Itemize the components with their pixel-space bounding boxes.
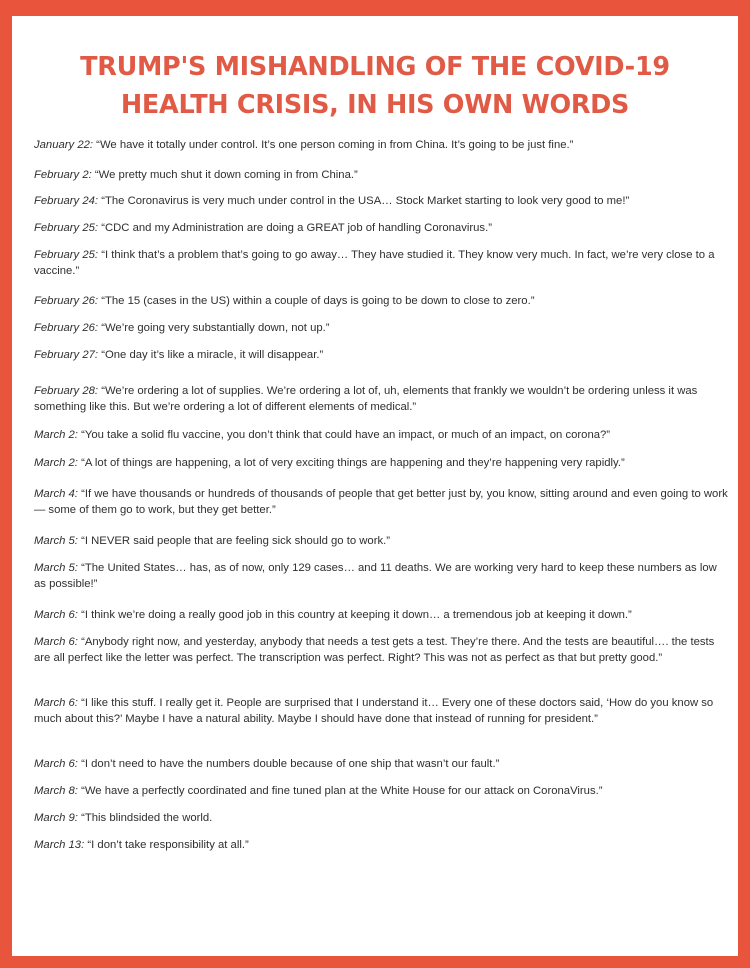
quote-text: “We’re going very substantially down, not up.”	[98, 322, 330, 334]
quote-date: February 25:	[34, 222, 99, 234]
quote-date: March 5:	[34, 535, 78, 547]
quote-entry	[34, 138, 728, 154]
quote-date: March 6:	[34, 758, 78, 770]
quote-entry	[34, 348, 728, 364]
quote-date: February 25:	[34, 249, 99, 261]
quote-date: February 26:	[34, 322, 99, 334]
quote-date: March 2:	[34, 429, 78, 441]
quote-entry	[34, 194, 728, 210]
quote-text: “We pretty much shut it down coming in from China.”	[91, 169, 358, 181]
quote-date: February 28:	[34, 385, 99, 397]
quote-text: “We’re ordering a lot of supplies. We’re ordering a lot of, uh, elements that frankly we wouldn’t be ordering unless it was something like this. But we’re ordering a lot of different elements of medical.”	[34, 385, 698, 413]
quote-text: “We have a perfectly coordinated and fine tuned plan at the White House for our attack on CoronaVirus.”	[77, 785, 603, 797]
quote-date: March 6:	[34, 609, 78, 621]
quote-date: February 2:	[34, 169, 92, 181]
quote-text: “The Coronavirus is very much under control in the USA… Stock Market starting to look very good to me!”	[98, 195, 630, 207]
quote-entry	[34, 384, 728, 415]
quote-text: “Anybody right now, and yesterday, anybody that needs a test gets a test. They’re there. And the tests are beautiful…. the tests are all perfect like the letter was perfect. The transcription was perfect. Right? This was not as perfect as that but pretty good.”	[34, 636, 715, 664]
title-line-1: TRUMP'S MISHANDLING OF THE COVID-19	[80, 52, 670, 82]
quote-entry	[34, 534, 728, 550]
quote-text: “The United States… has, as of now, only 129 cases… and 11 deaths. We are working very hard to keep these numbers as low as possible!”	[34, 562, 717, 590]
quote-text: “This blindsided the world.	[77, 812, 213, 824]
document-sheet	[12, 16, 738, 956]
quote-date: March 5:	[34, 562, 78, 574]
quote-entry	[34, 221, 728, 237]
quote-entry	[34, 321, 728, 337]
quote-entry	[34, 838, 728, 854]
quote-entry	[34, 561, 728, 592]
quote-entry	[34, 248, 728, 279]
quote-text: “We have it totally under control. It’s one person coming in from China. It’s going to be just fine.”	[93, 139, 574, 151]
quote-date: February 24:	[34, 195, 99, 207]
quote-entry	[34, 608, 728, 624]
quote-date: March 6:	[34, 636, 78, 648]
quote-text: “I don’t take responsibility at all.”	[84, 839, 249, 851]
quote-entry	[34, 635, 728, 666]
quote-date: February 27:	[34, 349, 99, 361]
quote-entry	[34, 456, 728, 472]
quote-date: March 6:	[34, 697, 78, 709]
quote-text: “I like this stuff. I really get it. People are surprised that I understand it… Every one of these doctors said, ‘How do you know so much about this?’ Maybe I have a natural ability. Maybe I should have done that instead of running for president.”	[34, 697, 714, 725]
quote-entry	[34, 487, 728, 518]
page-title	[12, 48, 738, 124]
quote-text: “If we have thousands or hundreds of thousands of people that get better just by, you know, sitting around and even going to work — some of them go to work, but they get better.”	[34, 488, 728, 516]
quote-text: “I don’t need to have the numbers double because of one ship that wasn’t our fault.”	[77, 758, 500, 770]
quote-text: “I think that’s a problem that’s going to go away… They have studied it. They know very much. In fact, we’re very close to a vaccine.”	[34, 249, 715, 277]
quote-text: “A lot of things are happening, a lot of very exciting things are happening and they’re happening very rapidly.”	[77, 457, 625, 469]
quote-entry	[34, 428, 728, 444]
quote-date: March 8:	[34, 785, 78, 797]
quote-text: “I NEVER said people that are feeling sick should go to work.”	[77, 535, 391, 547]
quote-text: “The 15 (cases in the US) within a couple of days is going to be down to close to zero.”	[98, 295, 535, 307]
quote-text: “CDC and my Administration are doing a GREAT job of handling Coronavirus.”	[98, 222, 492, 234]
quote-date: January 22:	[34, 139, 94, 151]
quote-date: March 13:	[34, 839, 85, 851]
quote-date: March 2:	[34, 457, 78, 469]
quote-text: “I think we’re doing a really good job in this country at keeping it down… a tremendous job at keeping it down.”	[77, 609, 632, 621]
quote-text: “One day it’s like a miracle, it will disappear.”	[98, 349, 324, 361]
quote-entry	[34, 294, 728, 310]
title-line-2: HEALTH CRISIS, IN HIS OWN WORDS	[120, 90, 630, 120]
quote-date: March 9:	[34, 812, 78, 824]
quote-entry	[34, 168, 728, 184]
quote-entry	[34, 757, 728, 773]
quote-text: “You take a solid flu vaccine, you don’t think that could have an impact, or much of an impact, on corona?”	[77, 429, 611, 441]
quote-date: February 26:	[34, 295, 99, 307]
quote-date: March 4:	[34, 488, 78, 500]
quote-entry	[34, 696, 728, 727]
quote-entry	[34, 784, 728, 800]
quote-entry	[34, 811, 728, 827]
